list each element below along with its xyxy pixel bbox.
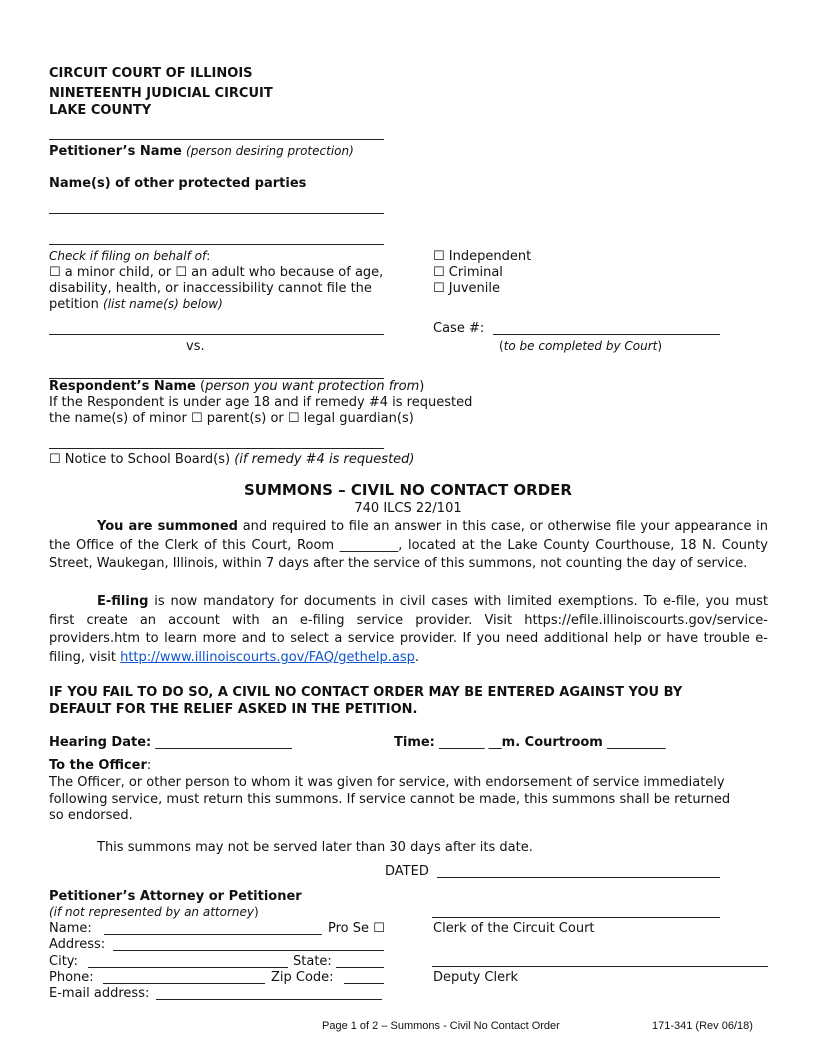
address-field[interactable] [113, 950, 384, 951]
behalf-names-line[interactable] [49, 334, 384, 335]
footer-page: Page 1 of 2 – Summons - Civil No Contact Order [322, 1020, 560, 1032]
other-party-line-1[interactable] [49, 213, 384, 214]
footer-form-number: 171-341 (Rev 06/18) [652, 1020, 753, 1032]
behalf-line3: petition (list name(s) below) [49, 297, 223, 312]
attorney-title: Petitioner’s Attorney or Petitioner [49, 889, 302, 904]
court-name: CIRCUIT COURT OF ILLINOIS [49, 66, 253, 81]
respondent-guardian-options[interactable]: the name(s) of minor ☐ parent(s) or ☐ legal guardian(s) [49, 411, 414, 426]
email-field[interactable] [156, 999, 382, 1000]
email-label: E-mail address: [49, 986, 150, 1001]
deputy-label: Deputy Clerk [433, 970, 518, 985]
petitioner-label: Petitioner’s Name (person desiring protection) [49, 144, 354, 159]
clerk-signature-line[interactable] [432, 917, 720, 918]
case-number-field[interactable] [493, 334, 720, 335]
behalf-intro: Check if filing on behalf of: [49, 249, 211, 263]
petitioner-name-line[interactable] [49, 139, 384, 140]
phone-label: Phone: [49, 970, 94, 985]
default-warning-1: IF YOU FAIL TO DO SO, A CIVIL NO CONTACT ORDER MAY BE ENTERED AGAINST YOU BY [49, 685, 683, 700]
checkbox-criminal[interactable]: ☐ Criminal [433, 265, 503, 280]
checkbox-juvenile[interactable]: ☐ Juvenile [433, 281, 501, 296]
default-warning-2: DEFAULT FOR THE RELIEF ASKED IN THE PETITION. [49, 702, 418, 717]
state-field[interactable] [336, 967, 384, 968]
document-title: SUMMONS – CIVIL NO CONTACT ORDER [244, 481, 572, 499]
phone-field[interactable] [103, 983, 265, 984]
officer-text-3: so endorsed. [49, 808, 133, 823]
case-number-note: (to be completed by Court) [499, 339, 663, 353]
respondent-minor-note: If the Respondent is under age 18 and if remedy #4 is requested [49, 395, 473, 410]
other-party-line-2[interactable] [49, 244, 384, 245]
attorney-name-label: Name: [49, 921, 92, 936]
clerk-label: Clerk of the Circuit Court [433, 921, 595, 936]
hearing-date[interactable]: Hearing Date: _____________________ [49, 735, 292, 750]
officer-label: To the Officer: [49, 758, 152, 773]
pro-se-checkbox[interactable]: Pro Se ☐ [328, 921, 385, 936]
other-parties-label: Name(s) of other protected parties [49, 176, 307, 191]
gethelp-link[interactable]: http://www.illinoiscourts.gov/FAQ/gethelp.asp [120, 650, 415, 666]
zip-field[interactable] [344, 983, 384, 984]
city-label: City: [49, 954, 78, 969]
state-label: State: [293, 954, 332, 969]
address-label: Address: [49, 937, 106, 952]
attorney-hint: (if not represented by an attorney) [49, 905, 259, 919]
deputy-signature-line[interactable] [432, 966, 768, 967]
attorney-name-field[interactable] [104, 934, 322, 935]
officer-text-1: The Officer, or other person to whom it was given for service, with endorsement of service immediately [49, 775, 725, 790]
behalf-options[interactable]: ☐ a minor child, or ☐ an adult who because of age, [49, 265, 384, 280]
checkbox-school-notice[interactable]: ☐ Notice to School Board(s) (if remedy #4 is requested) [49, 452, 415, 467]
guardian-name-line[interactable] [49, 448, 384, 449]
officer-text-2: following service, must return this summons. If service cannot be made, this summons shall be returned [49, 792, 731, 807]
service-deadline: This summons may not be served later than 30 days after its date. [97, 840, 533, 855]
efiling-paragraph: E-filing is now mandatory for documents in civil cases with limited exemptions. To e-file, you must first create an account with an e-filing service provider. Visit https://efile.illinoiscourts.gov/service-providers.htm to learn more and to select a service provider. If you need additional help or have trouble e-filing, visit http://www.illinoiscourts.gov/FAQ/gethelp.asp. [49, 594, 768, 666]
zip-label: Zip Code: [271, 970, 334, 985]
city-field[interactable] [88, 967, 288, 968]
summons-paragraph: You are summoned and required to file an answer in this case, or otherwise file your appearance in the Office of the Clerk of this Court, Room _________, located at the Lake County Courthouse, 18 N. County Street, Waukegan, Illinois, within 7 days after the service of this summons, not counting the day of service. [49, 519, 769, 572]
checkbox-independent[interactable]: ☐ Independent [433, 249, 532, 264]
statute: 740 ILCS 22/101 [354, 501, 462, 516]
dated-field[interactable] [437, 877, 720, 878]
county-name: LAKE COUNTY [49, 103, 152, 118]
versus: vs. [186, 339, 205, 354]
behalf-line2: disability, health, or inaccessibility cannot file the [49, 281, 372, 296]
case-number-label: Case #: [433, 321, 485, 336]
circuit-name: NINETEENTH JUDICIAL CIRCUIT [49, 86, 273, 101]
dated-label: DATED [385, 864, 429, 879]
hearing-time[interactable]: Time: _______ __m. Courtroom _________ [394, 735, 666, 750]
respondent-label: Respondent’s Name (person you want protection from) [49, 379, 425, 394]
